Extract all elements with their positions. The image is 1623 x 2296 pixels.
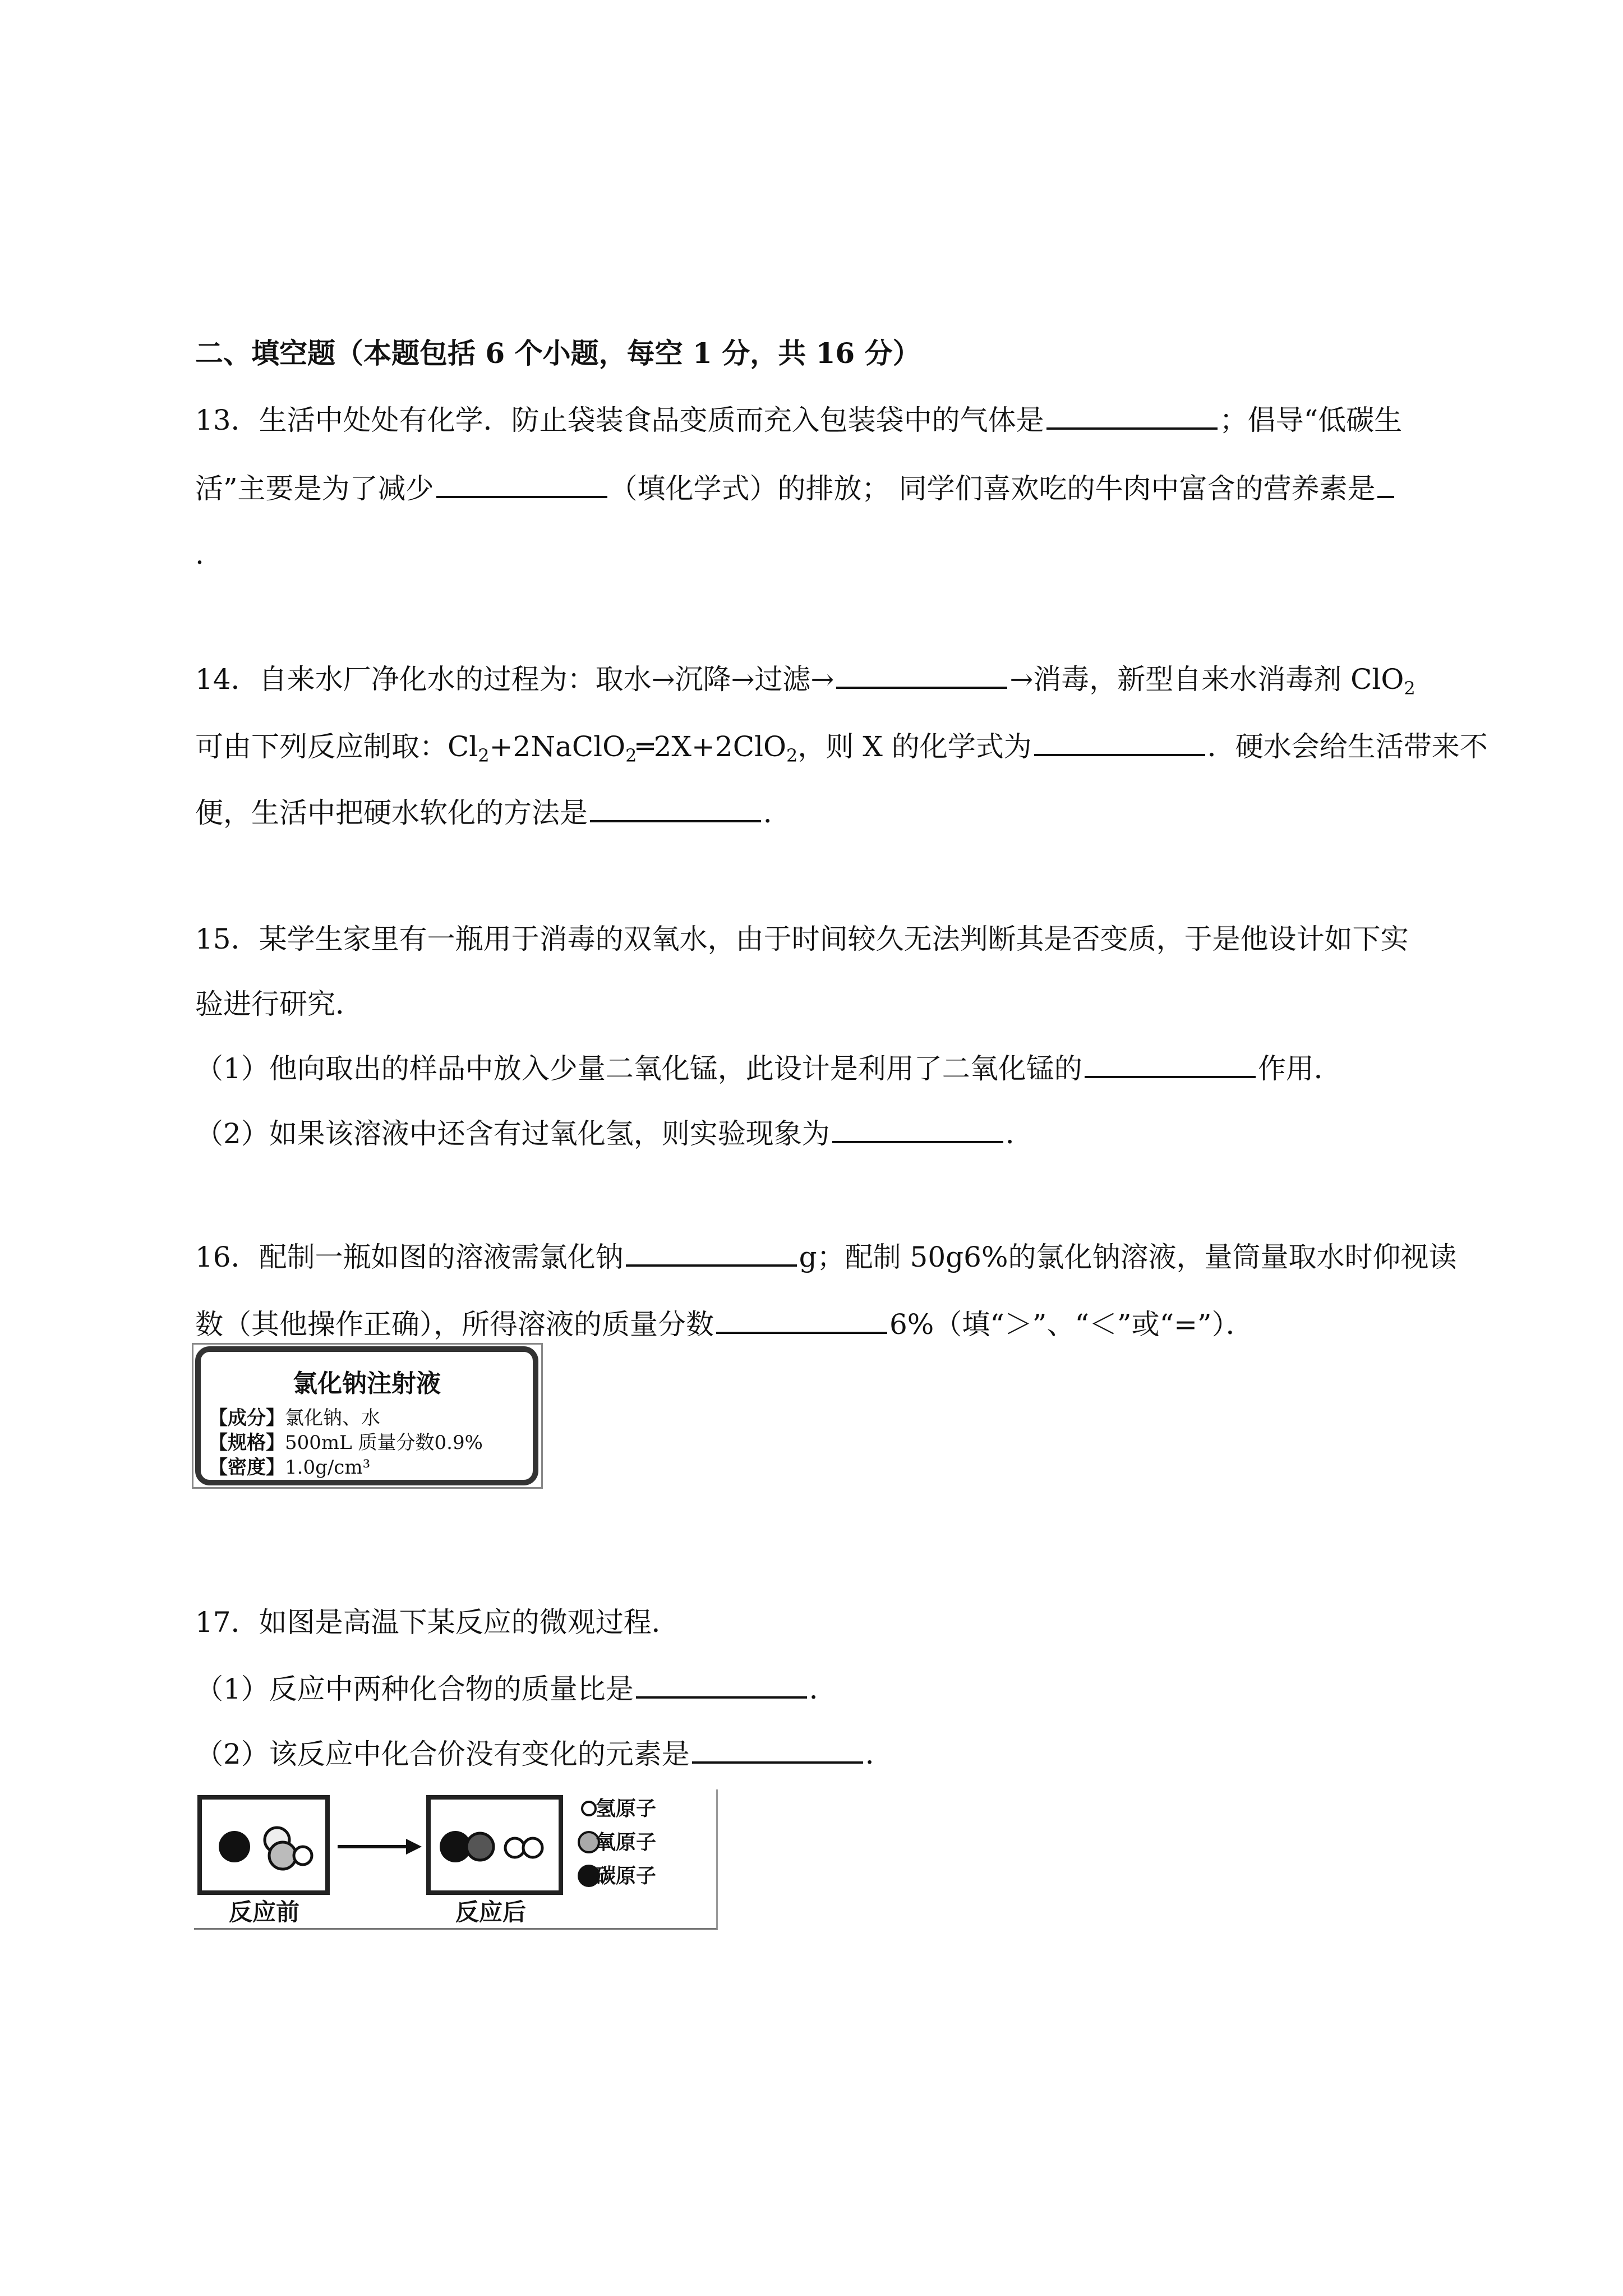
q16-blank-2[interactable] [716, 1307, 887, 1334]
q15-line-3 [195, 1051, 1440, 1085]
subscript: 2 [625, 745, 637, 766]
q14-blank-1[interactable] [836, 662, 1007, 689]
legend-carbon: 碳原子 [596, 1864, 657, 1888]
q13-line-1 [195, 403, 1440, 437]
q17-text: （2）该反应中化合价没有变化的元素是 [195, 1738, 690, 1770]
q14-line-2 [195, 729, 1488, 766]
q14-text: ． [763, 797, 791, 829]
q15-text: （1）他向取出的样品中放入少量二氧化锰，此设计是利用了二氧化锰的 [195, 1052, 1082, 1085]
q16-blank-1[interactable] [626, 1240, 797, 1267]
q13-text: . [195, 538, 204, 570]
q14-text: +2NaClO [489, 730, 626, 763]
reaction-arrow-icon [335, 1835, 424, 1858]
q15-line-2 [195, 987, 1440, 1021]
after-box [426, 1795, 563, 1895]
after-caption: 反应后 [455, 1898, 527, 1926]
q13-text: ；倡导“低碳生 [1219, 404, 1403, 436]
q15-blank-2[interactable] [832, 1116, 1003, 1143]
label-value: 1.0g/cm³ [285, 1456, 371, 1479]
q13-line-3 [195, 537, 1440, 571]
q15-text: ． [1005, 1117, 1034, 1150]
label-key: 【规格】 [209, 1432, 285, 1454]
q14-text: ═2X+2ClO [637, 730, 786, 763]
q16-text: 16．配制一瓶如图的溶液需氯化钠 [195, 1241, 624, 1273]
hydrogen-atom [294, 1847, 312, 1865]
q13-line-2 [195, 471, 1440, 505]
subscript: 2 [1404, 678, 1415, 699]
q16-text: g；配制 50g6%的氯化钠溶液，量筒量取水时仰视读 [799, 1241, 1457, 1273]
subscript: 2 [786, 745, 798, 766]
q15-text: 验进行研究． [195, 988, 363, 1020]
q17-text: 17．如图是高温下某反应的微观过程． [195, 1606, 680, 1639]
injection-label [195, 1346, 538, 1485]
q17-line-2 [195, 1672, 1440, 1706]
q14-text: →消毒，新型自来水消毒剂 ClO [1009, 663, 1404, 696]
hydrogen-atom [523, 1838, 542, 1857]
q17-line-1 [195, 1605, 1440, 1639]
section-heading [195, 337, 1440, 370]
before-box [197, 1795, 330, 1895]
q14-text: 便，生活中把硬水软化的方法是 [195, 797, 588, 829]
legend-hydrogen-icon [582, 1802, 596, 1815]
q14-line-1 [195, 662, 1440, 699]
q17-text: ． [865, 1738, 893, 1770]
q15-line-4 [195, 1116, 1440, 1151]
q14-text: ．硬水会给生活带来不 [1207, 730, 1488, 763]
q16-line-1 [195, 1240, 1457, 1274]
oxygen-atom [269, 1842, 296, 1869]
q17-text: ． [809, 1673, 837, 1705]
before-caption: 反应前 [229, 1898, 300, 1926]
label-value: 氯化钠、水 [285, 1407, 380, 1429]
q14-text: ，则 X 的化学式为 [797, 730, 1032, 763]
q14-text: 可由下列反应制取：Cl [195, 730, 478, 763]
q16-text: 6%（填“＞”、“＜”或“=”）． [889, 1308, 1254, 1341]
q16-text: 数（其他操作正确），所得溶液的质量分数 [195, 1308, 714, 1341]
q17-blank-2[interactable] [692, 1737, 863, 1764]
label-key: 【密度】 [209, 1456, 285, 1479]
label-value: 500mL 质量分数0.9% [285, 1432, 483, 1454]
q13-text: 活”主要是为了减少 [195, 472, 434, 505]
q14-text: 14．自来水厂净化水的过程为：取水→沉降→过滤→ [195, 663, 834, 696]
oxygen-atom [467, 1833, 494, 1860]
carbon-atom [219, 1831, 250, 1862]
before-molecules [202, 1800, 325, 1890]
label-row-density [209, 1456, 370, 1479]
label-title: 氯化钠注射液 [293, 1369, 441, 1398]
q15-text: （2）如果该溶液中还含有过氧化氢，则实验现象为 [195, 1117, 830, 1150]
q14-blank-2[interactable] [1034, 729, 1205, 756]
q14-blank-3[interactable] [590, 795, 761, 822]
legend-oxygen: 氧原子 [596, 1830, 657, 1854]
q17-blank-1[interactable] [636, 1672, 807, 1699]
q13-blank-3[interactable] [1377, 471, 1394, 498]
section-title: 二、填空题（本题包括 6 个小题，每空 1 分，共 16 分） [195, 337, 921, 370]
q13-blank-1[interactable] [1046, 403, 1218, 430]
label-row-spec [209, 1432, 483, 1454]
label-row-ingredients [209, 1407, 380, 1429]
subscript: 2 [478, 745, 490, 766]
q16-line-2 [195, 1307, 1440, 1341]
q14-line-3 [195, 795, 1440, 830]
q13-text: （填化学式）的排放； 同学们喜欢吃的牛肉中富含的营养素是 [609, 472, 1376, 505]
q15-blank-1[interactable] [1085, 1051, 1256, 1078]
legend-hydrogen: 氢原子 [596, 1797, 657, 1820]
label-key: 【成分】 [209, 1407, 285, 1429]
hydrogen-atom [505, 1838, 524, 1857]
q13-text: 13．生活中处处有化学．防止袋装食品变质而充入包装袋中的气体是 [195, 404, 1044, 436]
q13-blank-2[interactable] [436, 471, 607, 498]
q17-line-3 [195, 1737, 1440, 1771]
q15-text: 作用． [1257, 1052, 1342, 1085]
after-molecules [431, 1800, 559, 1890]
q15-text: 15．某学生家里有一瓶用于消毒的双氧水，由于时间较久无法判断其是否变质，于是他设计如下实 [195, 923, 1409, 955]
q17-text: （1）反应中两种化合物的质量比是 [195, 1673, 634, 1705]
q15-line-1 [195, 922, 1440, 956]
